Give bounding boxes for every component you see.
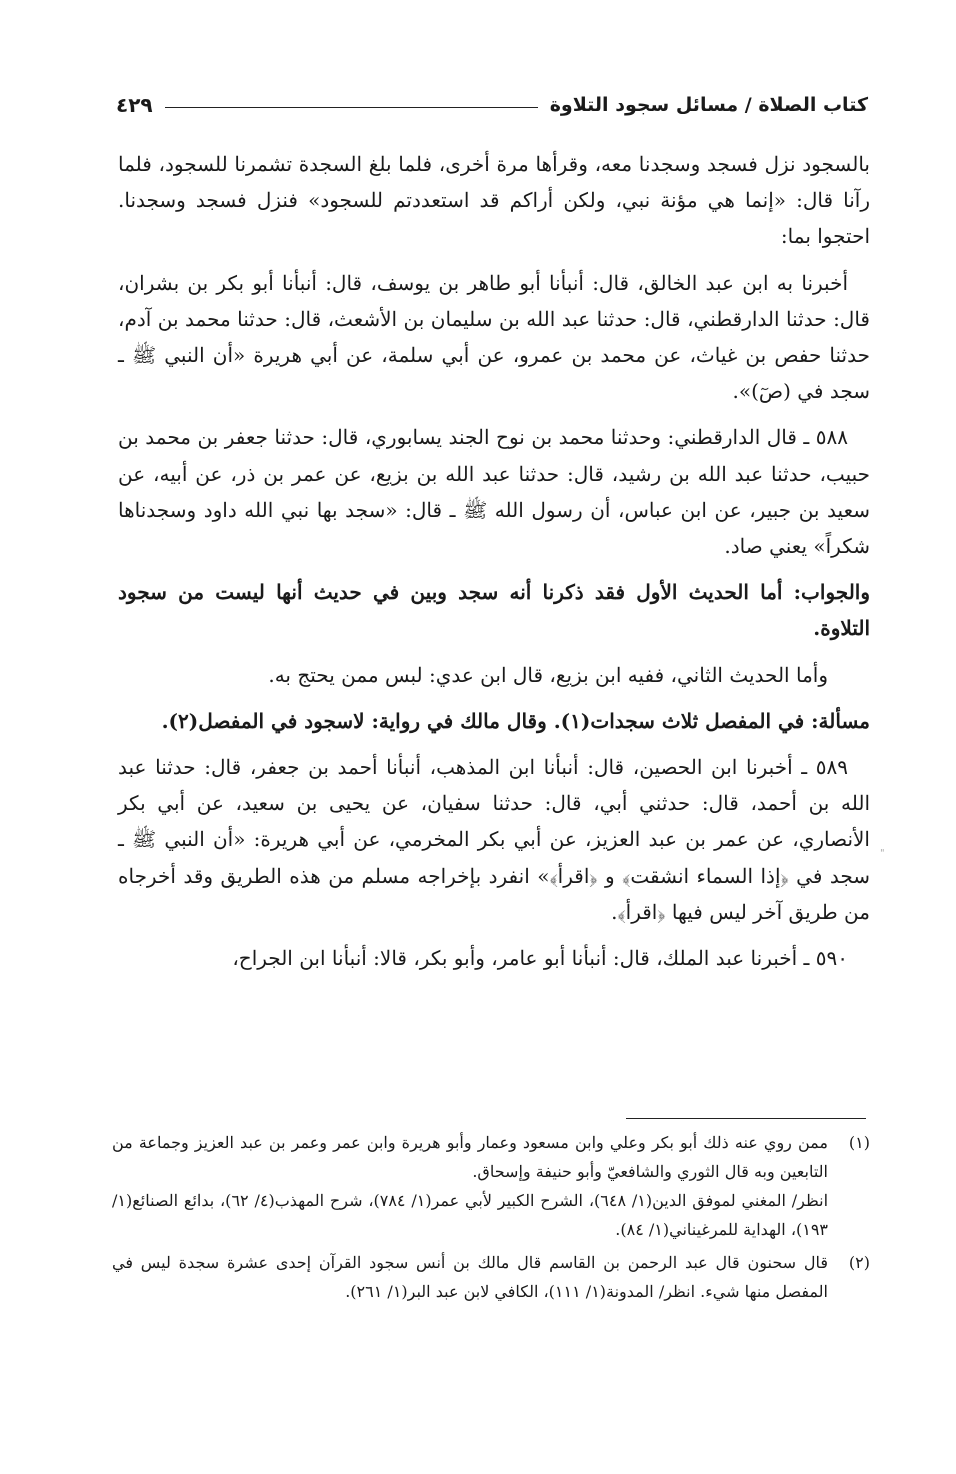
footnote-number: (٢) xyxy=(848,1253,870,1272)
issue-heading: مسألة: في المفصل ثلاث سجدات(١). وقال مالك في رواية: لاسجود في المفصل(٢). xyxy=(161,708,870,733)
footnote-1 xyxy=(112,1128,870,1244)
footnote-line: قال سحنون قال عبد الرحمن بن القاسم قال مالك بن أنس سجود القرآن إحدى عشرة سجدة ليس في المفصل منها شيء. انظر/ المدونة(١/ ١١١)، الكافي لابن عبد البر(١/ ٢٦١). xyxy=(112,1253,828,1301)
footnote-number: (١) xyxy=(848,1133,870,1152)
scan-mark: " xyxy=(880,848,885,859)
footnote-line: ممن روي عنه ذلك أبو بكر وعلي وابن مسعود وعمار وأبو هريرة وابن عمر وعمر بن عبد العزيز وجماعة من التابعين وبه قال الثوري والشافعيّ وأبو حنيفة وإسحاق. xyxy=(112,1133,828,1181)
chapter-title: كتاب الصلاة / مسائل سجود التلاوة xyxy=(549,94,868,116)
paragraph-isnad: أخبرنا به ابن عبد الخالق، قال: أنبأنا أبو طاهر بن يوسف، قال: أنبأنا أبو بكر بن بشران، قال: حدثنا الدارقطني، قال: حدثنا عبد الله بن سليمان بن الأشعث، قال: حدثنا محمد بن آدم، حدثنا حفص بن غياث، عن محمد بن عمرو، عن أبي سلمة، عن أبي هريرة «أن النبي ﷺ ـ سجد في (صٓ)». xyxy=(118,270,870,404)
paragraph-hadith-589: ٥٨٩ ـ أخبرنا ابن الحصين، قال: أنبأنا ابن المذهب، أنبأنا أحمد بن جعفر، قال: حدثنا عبد الله بن أحمد، قال: حدثني أبي، قال: حدثنا سفيان، عن يحيى بن سعيد، عن أبي بكر الأنصاري، عن عمر بن عبد العزيز، عن أبي بكر المخرمي، عن أبي هريرة: «أن النبي ﷺ ـ سجد في ﴿إذا السماء انشقت﴾ و ﴿اقرأ﴾» انفرد بإخراجه مسلم من هذه الطريق وقد أخرجاه من طريق آخر ليس فيها ﴿اقرأ﴾. xyxy=(118,755,870,924)
paragraph-hadith-588: ٥٨٨ ـ قال الدارقطني: وحدثنا محمد بن نوح الجند يسابوري، قال: حدثنا جعفر بن محمد بن حبيب، حدثنا عبد الله بن رشيد، قال: حدثنا عبد الله بن بزيع، عن عمر بن ذر، عن أبيه، عن سعيد بن جبير، عن ابن عباس، أن رسول الله ﷺ ـ قال: «سجد بها نبي الله داود وسجدناها شكراً» يعني صاد. xyxy=(118,425,871,559)
paragraph-hadith-590: ٥٩٠ ـ أخبرنا عبد الملك، قال: أنبأنا أبو عامر، وأبو بكر، قالا: أنبأنا ابن الجراح، xyxy=(232,946,848,971)
paragraph-continuation: بالسجود نزل فسجد وسجدنا معه، وقرأها مرة أخرى، فلما بلغ السجدة تشمرنا للسجود، فلما رآنا قال: «إنما هي مؤنة نبي، ولكن أراكم قد استعددتم للسجود» فنزل فسجد وسجدنا. احتجوا بما: xyxy=(118,152,871,249)
paragraph-answer: والجواب: أما الحديث الأول فقد ذكرنا أنه سجد وبين في حديث أنها ليست من سجود التلاوة. xyxy=(118,580,870,641)
footnotes xyxy=(112,1128,870,1310)
header-rule xyxy=(165,107,538,108)
footnote-text xyxy=(112,1248,828,1306)
page-number: ٤٢٩ xyxy=(116,93,153,117)
paragraph-second-hadith: وأما الحديث الثاني، ففيه ابن بزيع، قال ابن عدي: لبس ممن يحتج به. xyxy=(268,662,828,687)
footnote-line: انظر/ المغني لموفق الدين(١/ ٦٤٨)، الشرح الكبير لأبي عمر(١/ ٧٨٤)، شرح المهذب(٤/ ٦٢)، بدائع الصنائع(١/ ١٩٣)، الهداية للمرغيناني(١/ ٨٤). xyxy=(112,1191,829,1239)
main-text xyxy=(118,146,870,986)
footnote-2 xyxy=(112,1248,870,1306)
footnote-rule xyxy=(626,1118,866,1119)
footnote-text xyxy=(112,1128,828,1244)
running-header xyxy=(116,88,868,122)
